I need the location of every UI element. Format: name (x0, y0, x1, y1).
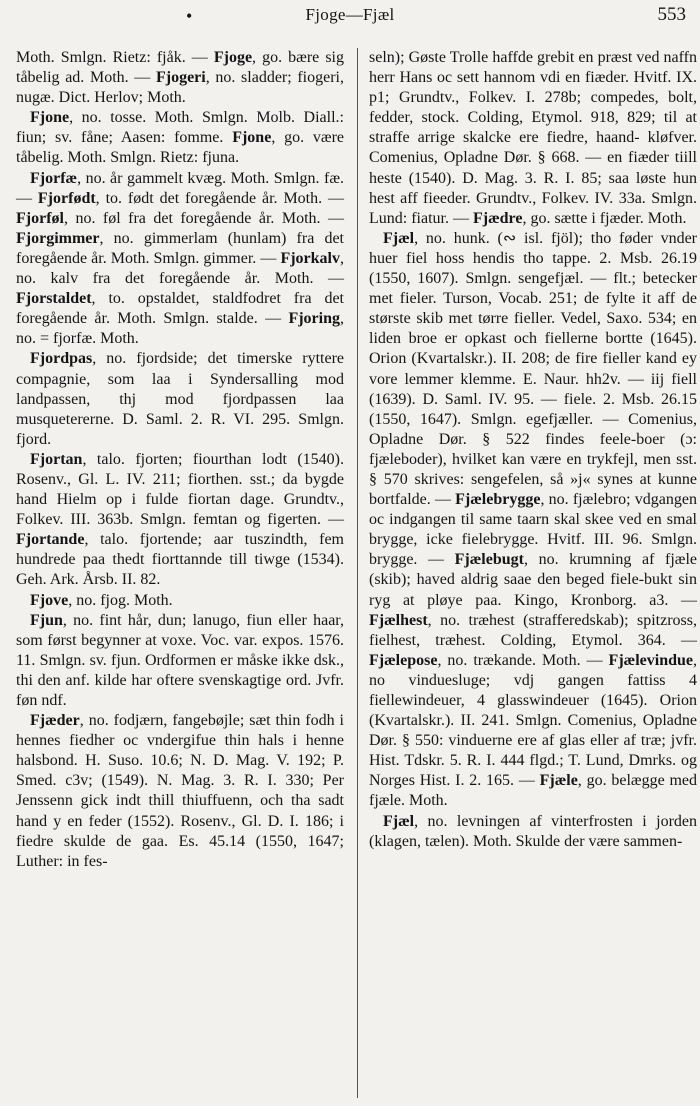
column-rule (357, 48, 358, 1098)
headword: Fjælepose (369, 651, 438, 669)
headword: Fjælhest (369, 611, 428, 629)
headword: Fjoring (288, 310, 340, 328)
dictionary-entry (16, 108, 344, 168)
entry-text: , no. gimmerlam (hunlam) fra det foregående år. Moth. Smlgn. gimmer. — (16, 229, 344, 267)
headword: Fjæl (383, 812, 415, 830)
entry-text: , no. sladder; fiogeri, nugæ. Dict. Herlov; Moth. (16, 69, 345, 107)
entry-text: , no. fjælebro; vdgangen oc indgangen til same taarn skal skee ved en smal brygge, icke fielebrygge. Hvitf. III. 96. Smlgn. brygge. — (369, 491, 698, 569)
entry-text: , no. = fjorfæ. Moth. (16, 310, 344, 348)
page-number: 553 (657, 4, 686, 25)
headword: Fjælebugt (454, 551, 524, 569)
headword: Fjorgimmer (16, 229, 100, 247)
dictionary-entry (16, 349, 344, 449)
entry-text: , to. født det foregående år. Moth. — (95, 189, 345, 207)
entry-text: , no. fjordside; det timerske ryttere compagnie, som laa i Syndersalling mod landpassen, thj mod fjordpassen laa musquetererne. D. Saml. 2. R. VI. 295. Smlgn. fjord. (16, 350, 344, 448)
right-column (369, 48, 697, 852)
entry-text: Moth. Smlgn. Rietz: fjåk. — (16, 49, 214, 66)
headword: Fjogeri (155, 69, 206, 87)
running-head: Fjoge—Fjæl (305, 5, 395, 24)
headword: Fjælevindue (608, 651, 693, 669)
headword: Fjordpas (30, 350, 93, 368)
headword: Fjæder (30, 712, 80, 730)
header-dot: • (186, 6, 193, 26)
left-column (16, 48, 344, 872)
dictionary-entry (369, 229, 697, 812)
dictionary-entry (16, 591, 344, 611)
headword: Fjorkalv (280, 249, 340, 267)
entry-text: , go. bære sig tåbelig ad. Moth. — (16, 49, 344, 87)
headword: Fjun (30, 611, 63, 629)
entry-text: , no. fodjærn, fangebøjle; sæt thin fodh i hennes fiedher oc vndergifue thin hals i henne halsbond. H. Suso. 10.6; N. D. Mag. V. 192; P. Smed. c3v; (1549). N. Mag. 3. R. I. 330; Per Jenssenn gick indt thill thiuffuenn, och tha sadt hand y en feder (1552). Rosenv., Gl. D. I. 186; i fiedre skulde de gaa. Es. 45.14 (1550, 1647; Luther: in fes- (16, 712, 344, 870)
entry-text: , no. føl fra det foregående år. Moth. — (63, 209, 344, 227)
entry-text: , go. sætte i fjæder. Moth. (522, 209, 687, 227)
headword: Fjorfødt (37, 189, 96, 207)
headword: Fjoge (213, 49, 253, 66)
entry-text: , no. træhest (strafferedskab); spitzross, fielhest, træhest. Colding, Etymol. 364. — (369, 611, 697, 649)
entry-text: , no. tosse. Moth. Smlgn. Molb. Diall.: fiun; sv. fåne; Aasen: fomme. (16, 109, 344, 147)
headword: Fjorfæ (30, 169, 78, 187)
headword: Fjone (30, 109, 70, 127)
headword: Fjælebrygge (455, 491, 541, 509)
entry-text: , no. fjog. Moth. (68, 591, 173, 609)
entry-text: , no. fint hår, dun; lanugo, fiun eller haar, som først begynner at voxe. Voc. var. expos. 1576. 11. Smlgn. sv. fjun. Ordformen er måske ikke dsk., thi den anf. kilde har oftere svenskagtige ord. Jvfr. føn ndf. (16, 611, 344, 709)
entry-text: , talo. fjorten; fiourthan lodt (1540). Rosenv., Gl. L. IV. 211; fiorthen. sst.; da bygde hand Hielm op i fulde fiortan dage. Grundtv., Folkev. III. 363b. Smlgn. femtan og figerten. — (16, 450, 344, 529)
headword: Fjove (30, 591, 69, 609)
headword: Fjædre (472, 209, 523, 227)
entry-continuation (369, 48, 697, 229)
entry-text: , no. krumning af fjæle (skib); haved aldrig saae den beged fiele-bukt sin ryg at pløye paa. Kingo, Kronborg. a3. — (369, 551, 698, 609)
entry-text: , go. belægge med fjæle. Moth. (369, 772, 697, 810)
headword: Fjortande (16, 531, 85, 549)
entry-text: seln); Gøste Trolle haffde grebit en præst ved naffn herr Hans oc sett hannom vdi en fiæder. Hvitf. IX. p1; Grundtv., Folkev. I. 278b; compedes, bolt, fedder, stock. Colding, Etymol. 918, 829; til at straffe arrige skalcke ere fiedre, haand- kløfver. Comenius, Opladne Dør. § 668. — en fiæder tiill heste (1540). D. Mag. 3. R. I. 85; saa løste hun hest aff fieeder. Grundtv., Folkev. IV. 33a. Smlgn. Lund: fiatur. — (369, 49, 697, 227)
page-header (0, 0, 700, 40)
entry-text: , to. opstaldet, staldfodret fra det foregående år. Moth. Smlgn. stalde. — (16, 290, 344, 328)
entry-text: , no. kalv fra det foregående år. Moth. — (16, 249, 344, 288)
headword: Fjone (232, 129, 272, 147)
entry-text: , no. trækande. Moth. — (437, 651, 609, 669)
entry-text: , no. levningen af vinterfrosten i jorden (klagen, tælen). Moth. Skulde der være sammen- (369, 812, 697, 850)
headword: Fjorstaldet (16, 290, 92, 308)
entry-continuation (16, 48, 344, 108)
headword: Fjortan (30, 450, 83, 468)
headword: Fjorføl (16, 209, 64, 227)
entry-text: , no. år gammelt kvæg. Moth. Smlgn. fæ. — (16, 169, 344, 207)
headword: Fjæl (383, 229, 415, 247)
dictionary-entry (369, 812, 697, 852)
headword: Fjæle (539, 772, 578, 790)
entry-text: , go. være tåbelig. Moth. Smlgn. Rietz: fjuna. (16, 129, 344, 167)
dictionary-entry (16, 169, 344, 350)
dictionary-entry (16, 450, 344, 591)
entry-text: , talo. fjortende; aar tuszindth, fem hundrede paa thedt fiorttannde till tiwge (1534). Geh. Ark. Årsb. II. 82. (16, 531, 344, 589)
dictionary-entry (16, 611, 344, 711)
dictionary-entry (16, 711, 344, 872)
entry-text: , no. hunk. (∾ isl. fjöl); tho føder vnder huer fiel hoss hendis tho tappe. 2. Msb. 26.19 (1550, 1607). Smlgn. sengefjæl. — flt.; betecker met fieler. Turson, Vocab. 251; de fylte it aff de største skib met tørre fieller. Vedel, Saxo. 534; en liden broe er opkast och fiellerne bortte (1645). Orion (Kvartalskr.). II. 208; de fire fieller kand ey vore lemmer klemme. E. Naur. hh2v. — iij fiell (1639). D. Saml. IV. 95. — fiele. 2. Msb. 26.15 (1550, 1647). Smlgn. egefjæller. — Comenius, Opladne Dør. § 522 findes feele-boer (ɔ: fjæleboder), hvilket kan være en trykfejl, men sst. § 570 skrives: sengefelen, så »j« synes at kunne bortfalde. — (369, 229, 697, 509)
entry-text: , no vinduesluge; vdj gangen fattiss 4 fiellewindeuer, 4 glasswindeuer (1645). Orion (Kvartalskr.). II. 241. Smlgn. Comenius, Opladne Dør. § 550: vinduerne ere af glas eller af træ; jvfr. Hist. Tdskr. 5. R. I. 444 flgd.; T. Lund, Dmrks. og Norges Hist. I. 2. 165. — (369, 651, 697, 790)
